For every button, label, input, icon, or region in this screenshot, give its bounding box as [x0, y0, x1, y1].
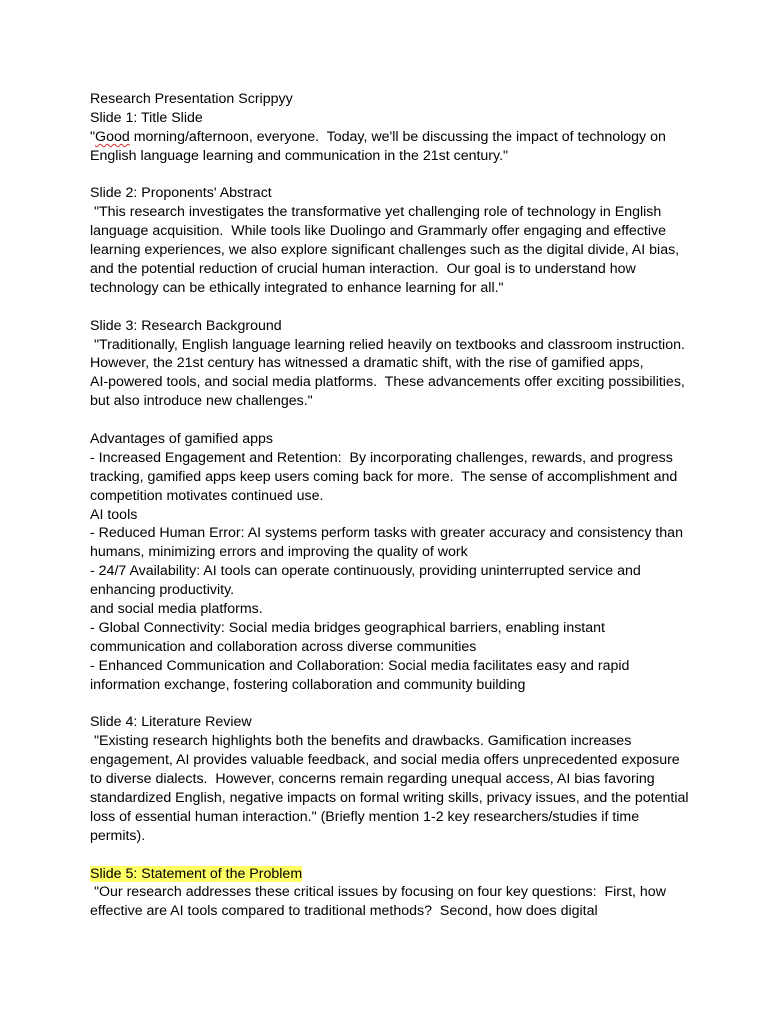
- slide4-line: loss of essential human interaction." (Briefly mention 1-2 key researchers/studies if time: [90, 808, 640, 825]
- advantages-line: tracking, gamified apps keep users coming back for more. The sense of accomplishment and: [90, 468, 678, 485]
- blank-line: [90, 695, 680, 714]
- highlighted-heading: Slide 5: Statement of the Problem: [90, 865, 303, 882]
- blank-line: [90, 846, 680, 865]
- advantages-line: communication and collaboration across diverse communities: [90, 638, 477, 655]
- slide4-line: standardized English, negative impacts on formal writing skills, privacy issues, and the potential: [90, 789, 689, 806]
- slide3-heading: Slide 3: Research Background: [90, 317, 282, 334]
- advantages-line: humans, minimizing errors and improving the quality of work: [90, 544, 468, 561]
- slide4-line: engagement, AI provides valuable feedback, and social media offers unprecedented exposure: [90, 752, 680, 769]
- blank-line: [90, 411, 680, 430]
- slide4-heading: Slide 4: Literature Review: [90, 714, 252, 731]
- advantages-line: - Global Connectivity: Social media bridges geographical barriers, enabling instant: [90, 619, 605, 636]
- advantages-line: - Enhanced Communication and Collaboration: Social media facilitates easy and rapid: [90, 657, 630, 674]
- slide2-line: and the potential reduction of crucial human interaction. Our goal is to understand how: [90, 261, 636, 278]
- misspelled-word[interactable]: Good: [95, 128, 130, 145]
- slide2-line: technology can be ethically integrated to enhance learning for all.": [90, 279, 504, 296]
- slide4-line: "Existing research highlights both the benefits and drawbacks. Gamification increases: [90, 733, 632, 750]
- advantages-heading: Advantages of gamified apps: [90, 431, 273, 448]
- slide5-line: effective are AI tools compared to traditional methods? Second, how does digital: [90, 903, 598, 920]
- advantages-line: information exchange, fostering collaboration and community building: [90, 676, 526, 693]
- blank-line: [90, 166, 680, 185]
- slide1-line-1: [90, 128, 680, 147]
- slide1-heading: Slide 1: Title Slide: [90, 109, 203, 126]
- slide2-line: learning experiences, we also explore significant challenges such as the digital divide, AI bias,: [90, 242, 680, 259]
- slide1-line-1-rest: morning/afternoon, everyone. Today, we'll be discussing the impact of technology on: [129, 128, 666, 145]
- slide5-line: "Our research addresses these critical issues by focusing on four key questions: First, how: [90, 884, 666, 901]
- slide3-line: However, the 21st century has witnessed a dramatic shift, with the rise of gamified apps,: [90, 355, 644, 372]
- slide4-line: to diverse dialects. However, concerns remain regarding unequal access, AI bias favoring: [90, 771, 655, 788]
- document-title: Research Presentation Scrippyy: [90, 91, 293, 107]
- slide2-heading: Slide 2: Proponents' Abstract: [90, 185, 272, 202]
- advantages-line: - Reduced Human Error: AI systems perform tasks with greater accuracy and consistency than: [90, 525, 683, 542]
- slide4-line: permits).: [90, 827, 146, 844]
- slide1-line-2: English language learning and communication in the 21st century.": [90, 147, 509, 164]
- advantages-line: enhancing productivity.: [90, 582, 235, 599]
- advantages-line: AI tools: [90, 506, 138, 523]
- slide5-heading-line: [90, 865, 680, 884]
- slide3-line: AI-powered tools, and social media platforms. These advancements offer exciting possibilities,: [90, 374, 685, 391]
- slide2-line: "This research investigates the transformative yet challenging role of technology in English: [90, 204, 662, 221]
- blank-line: [90, 298, 680, 317]
- document-body[interactable]: [90, 90, 689, 921]
- slide3-line: but also introduce new challenges.": [90, 393, 313, 410]
- advantages-line: - Increased Engagement and Retention: By incorporating challenges, rewards, and progress: [90, 449, 673, 466]
- open-quote: ": [90, 128, 96, 145]
- advantages-line: - 24/7 Availability: AI tools can operate continuously, providing uninterrupted service and: [90, 563, 641, 580]
- advantages-line: competition motivates continued use.: [90, 487, 324, 504]
- slide2-line: language acquisition. While tools like Duolingo and Grammarly offer engaging and effective: [90, 223, 666, 240]
- advantages-line: and social media platforms.: [90, 601, 263, 618]
- slide3-line: "Traditionally, English language learning relied heavily on textbooks and classroom instruction.: [90, 336, 685, 353]
